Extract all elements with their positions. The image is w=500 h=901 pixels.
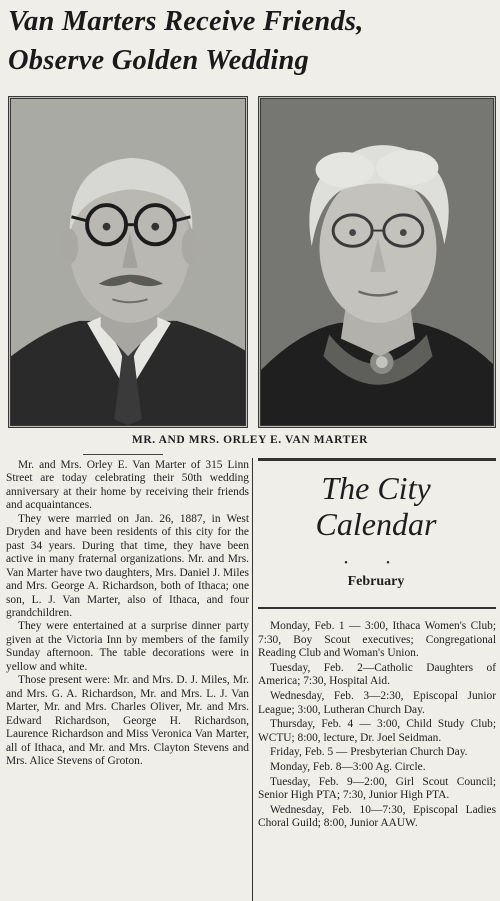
story-rule <box>83 454 163 455</box>
calendar-entries <box>258 620 496 832</box>
portrait-mr-van-marter <box>8 96 248 428</box>
headline <box>8 2 494 80</box>
calendar-title <box>258 470 494 542</box>
calendar-bottom-rule <box>258 607 496 609</box>
portrait-man-image <box>11 99 245 425</box>
headline-line-1: Van Marters Receive Friends, <box>8 6 364 37</box>
calendar-title-line-1: The City <box>321 470 431 506</box>
column-divider <box>252 458 253 901</box>
calendar-entry: Thursday, Feb. 4 — 3:00, Child Study Club; WCTU; 8:00, lecture, Dr. Joel Seidman. <box>258 718 496 744</box>
calendar-dots: • • <box>344 558 408 569</box>
article-paragraph: Those present were: Mr. and Mrs. D. J. Miles, Mr. and Mrs. G. A. Richardson, Mr. and Mrs. L. J. Van Marter, Mr. and Mrs. Charles Oliver, Mr. and Mrs. Edward Richardson, George H. Richardson, Laurence Richardson and Miss Veronica Van Marter, all of Ithaca, and Mr. and Mrs. Clayton Stevens and Mrs. Alice Stevens of Groton. <box>6 674 249 767</box>
calendar-entry: Monday, Feb. 8—3:00 Ag. Circle. <box>270 760 426 773</box>
headline-line-2: Observe Golden Wedding <box>8 45 309 76</box>
calendar-title-line-2: Calendar <box>315 506 437 542</box>
photo-caption: MR. AND MRS. ORLEY E. VAN MARTER <box>131 434 369 446</box>
calendar-entry: Wednesday, Feb. 10—7:30, Episcopal Ladies Choral Guild; 8:00, Junior AAUW. <box>258 803 496 830</box>
article-paragraph: They were entertained at a surprise dinner party given at the Victoria Inn by members of the family Sunday afternoon. The table decorations were in yellow and white. <box>6 620 249 673</box>
article-paragraph: Mr. and Mrs. Orley E. Van Marter of 315 Linn Street are today celebrating their 50th wedding anniversary at their home by receiving their friends and acquaintances. <box>6 459 249 512</box>
calendar-entry: Tuesday, Feb. 2—Catholic Daughters of America; 7:30, Hospital Aid. <box>258 661 496 688</box>
portrait-mrs-van-marter <box>258 96 496 428</box>
calendar-entry: Friday, Feb. 5 — Presbyterian Church Day. <box>270 746 468 759</box>
article-body <box>6 459 249 768</box>
calendar-top-rule <box>258 458 496 461</box>
calendar-month: February <box>347 574 405 589</box>
calendar-entry: Wednesday, Feb. 3—2:30, Episcopal Junior League; 3:00, Lutheran Church Day. <box>258 689 496 716</box>
portrait-woman-image <box>261 99 493 425</box>
article-paragraph: They were married on Jan. 26, 1887, in West Dryden and have been residents of this city for the past 34 years. During that time, they have been active in many fraternal organizations. Mr. and Mrs. Van Marter have two daughters, Mrs. Daniel J. Miles and Mrs. George A. Richardson, both of Ithaca; one son, L. J. Van Marter, also of Ithaca, and four grandchildren. <box>6 512 249 619</box>
calendar-entry: Monday, Feb. 1 — 3:00, Ithaca Women's Club; 7:30, Boy Scout executives; Congregational Reading Club and Woman's Union. <box>258 620 496 660</box>
calendar-entry: Tuesday, Feb. 9—2:00, Girl Scout Council; Senior High PTA; 7:30, Junior High PTA. <box>258 775 496 802</box>
